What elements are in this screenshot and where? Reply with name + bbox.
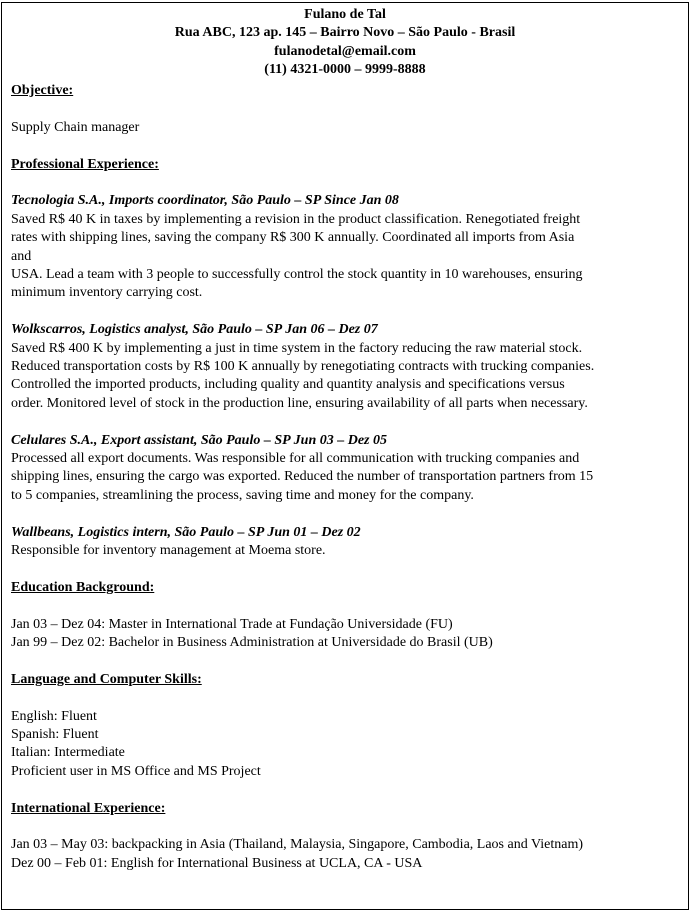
spacer xyxy=(11,137,681,155)
job-description-line: to 5 companies, streamlining the process, saving time and money for the company. xyxy=(11,487,474,503)
spacer xyxy=(11,174,681,192)
spacer xyxy=(11,100,681,118)
candidate-email: fulanodetal@email.com xyxy=(274,43,416,59)
education-item: Jan 99 – Dez 02: Bachelor in Business Administration at Universidade do Brasil (UB) xyxy=(11,635,493,651)
job-description-line: Responsible for inventory management at Moema store. xyxy=(11,543,326,559)
objective-text: Supply Chain manager xyxy=(11,119,140,135)
job-description-line: USA. Lead a team with 3 people to successfully control the stock quantity in 10 warehouses, ensuring xyxy=(11,267,583,283)
spacer xyxy=(11,818,681,836)
job-description-line: Saved R$ 40 K in taxes by implementing a revision in the product classification. Renegotiated freight xyxy=(11,211,581,227)
job-description-line: Processed all export documents. Was responsible for all communication with trucking companies and xyxy=(11,451,580,467)
job-heading: Celulares S.A., Export assistant, São Paulo – SP Jun 03 – Dez 05 xyxy=(11,432,388,448)
candidate-name: Fulano de Tal xyxy=(304,7,386,22)
spacer xyxy=(11,560,681,578)
job-description-line: rates with shipping lines, saving the company R$ 300 K annually. Coordinated all imports from Asia xyxy=(11,230,575,246)
skills-title: Language and Computer Skills: xyxy=(11,671,202,687)
international-title: International Experience: xyxy=(11,800,166,816)
spacer xyxy=(11,652,681,670)
spacer xyxy=(11,303,681,321)
resume-body xyxy=(11,82,681,873)
education-item: Jan 03 – Dez 04: Master in International Trade at Fundação Universidade (FU) xyxy=(11,616,453,632)
job-heading: Wallbeans, Logistics intern, São Paulo – SP Jun 01 – Dez 02 xyxy=(11,524,361,540)
resume-page xyxy=(1,2,689,910)
spacer xyxy=(11,413,681,431)
job-description-line: Controlled the imported products, including quality and quantity analysis and specifications versus xyxy=(11,377,565,393)
job-description-line: shipping lines, ensuring the cargo was exported. Reduced the number of transportation partners from 15 xyxy=(11,469,594,485)
job-description-line: minimum inventory carrying cost. xyxy=(11,285,203,301)
international-item: Jan 03 – May 03: backpacking in Asia (Thailand, Malaysia, Singapore, Cambodia, Laos and Vietnam) xyxy=(11,837,583,853)
skill-item: English: Fluent xyxy=(11,708,97,724)
job-description-line: and xyxy=(11,248,32,264)
job-description-line: Reduced transportation costs by R$ 100 K annually by renegotiating contracts with trucking companies. xyxy=(11,359,595,375)
candidate-phone: (11) 4321-0000 – 9999-8888 xyxy=(264,62,426,78)
spacer xyxy=(11,505,681,523)
spacer xyxy=(11,689,681,707)
experience-title: Professional Experience: xyxy=(11,156,159,172)
job-heading: Tecnologia S.A., Imports coordinator, São Paulo – SP Since Jan 08 xyxy=(11,193,399,209)
objective-title: Objective: xyxy=(11,83,74,98)
international-item: Dez 00 – Feb 01: English for International Business at UCLA, CA - USA xyxy=(11,855,423,871)
resume-header xyxy=(2,6,688,80)
skill-item: Spanish: Fluent xyxy=(11,727,99,743)
spacer xyxy=(11,597,681,615)
education-title: Education Background: xyxy=(11,579,155,595)
skill-item: Italian: Intermediate xyxy=(11,745,125,761)
job-description-line: order. Monitored level of stock in the production line, ensuring availability of all parts when necessary. xyxy=(11,395,588,411)
candidate-address: Rua ABC, 123 ap. 145 – Bairro Novo – São Paulo - Brasil xyxy=(174,25,516,41)
spacer xyxy=(11,781,681,799)
skill-item: Proficient user in MS Office and MS Project xyxy=(11,763,261,779)
job-description-line: Saved R$ 400 K by implementing a just in time system in the factory reducing the raw material stock. xyxy=(11,340,583,356)
job-heading: Wolkscarros, Logistics analyst, São Paulo – SP Jan 06 – Dez 07 xyxy=(11,322,378,338)
